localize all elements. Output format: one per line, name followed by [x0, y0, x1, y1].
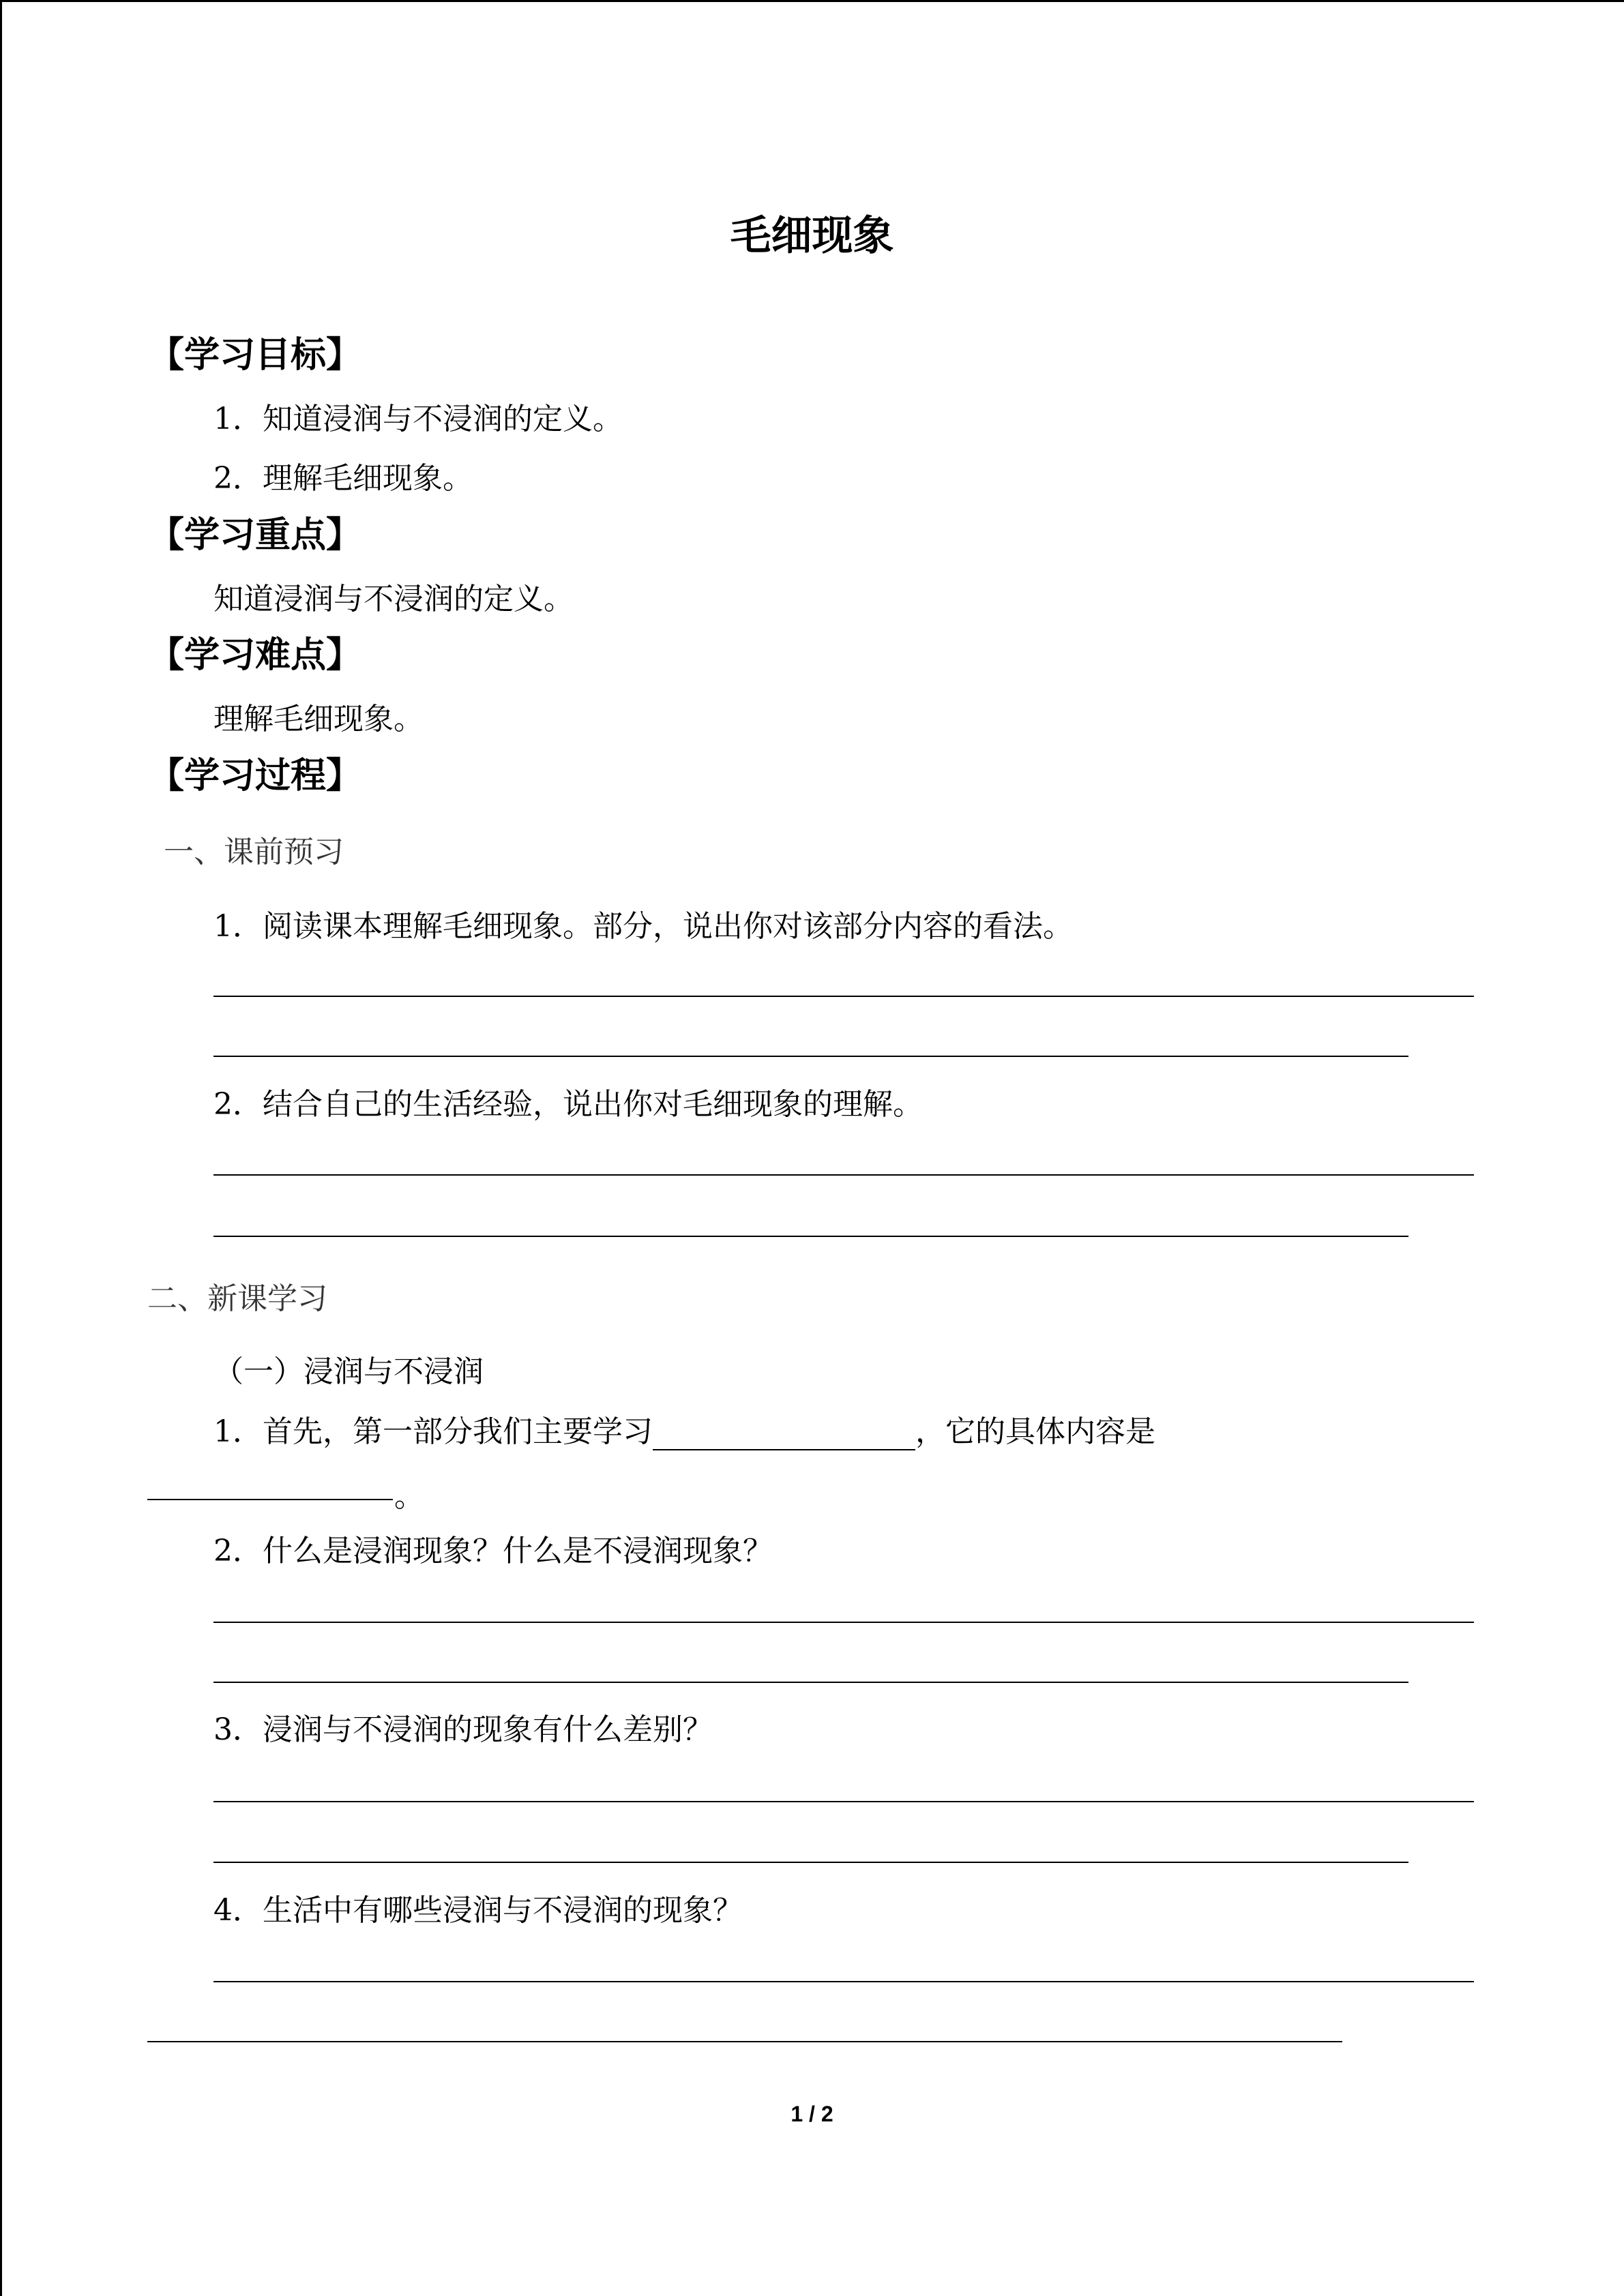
fill-blank[interactable] — [653, 1422, 915, 1450]
question-1-suffix: ，它的具体内容是 — [915, 1414, 1155, 1449]
answer-line[interactable] — [213, 996, 1474, 997]
new-lesson-question-4: 4．生活中有哪些浸润与不浸润的现象？ — [213, 1893, 743, 1928]
page-border-top — [0, 0, 1624, 2]
page-border-left — [0, 0, 2, 2296]
goal-item-2: 2．理解毛细现象。 — [213, 461, 473, 496]
page-number: 1 / 2 — [791, 2102, 833, 2126]
focus-heading: 【学习重点】 — [149, 515, 362, 556]
new-lesson-question-3: 3．浸润与不浸润的现象有什么差别？ — [213, 1712, 713, 1747]
fill-blank[interactable] — [147, 1497, 393, 1500]
answer-line[interactable] — [213, 1801, 1474, 1802]
answer-line[interactable] — [213, 1862, 1408, 1863]
preview-heading: 一、课前预习 — [164, 835, 344, 869]
new-lesson-subheading: （一）浸润与不浸润 — [213, 1354, 484, 1389]
new-lesson-question-1 — [213, 1407, 1155, 1450]
goals-heading: 【学习目标】 — [149, 335, 362, 376]
answer-line[interactable] — [213, 1682, 1408, 1683]
difficulty-text: 理解毛细现象。 — [213, 702, 424, 736]
answer-line[interactable] — [213, 1056, 1408, 1057]
process-heading: 【学习过程】 — [149, 756, 362, 796]
focus-text: 知道浸润与不浸润的定义。 — [213, 582, 574, 616]
new-lesson-heading: 二、新课学习 — [147, 1281, 327, 1316]
question-1-prefix: 1．首先，第一部分我们主要学习 — [213, 1414, 653, 1449]
preview-question-1: 1．阅读课本理解毛细现象。部分，说出你对该部分内容的看法。 — [213, 909, 1073, 944]
answer-line[interactable] — [147, 2041, 1342, 2042]
question-1-end: 。 — [394, 1479, 424, 1514]
new-lesson-question-2: 2．什么是浸润现象？什么是不浸润现象？ — [213, 1534, 773, 1568]
answer-line[interactable] — [213, 1622, 1474, 1623]
answer-line[interactable] — [213, 1981, 1474, 1982]
difficulty-heading: 【学习难点】 — [149, 635, 362, 676]
answer-line[interactable] — [213, 1174, 1474, 1176]
goal-item-1: 1．知道浸润与不浸润的定义。 — [213, 402, 623, 436]
preview-question-2: 2．结合自己的生活经验，说出你对毛细现象的理解。 — [213, 1087, 923, 1122]
answer-line[interactable] — [213, 1236, 1408, 1237]
page-title: 毛细现象 — [730, 212, 894, 260]
